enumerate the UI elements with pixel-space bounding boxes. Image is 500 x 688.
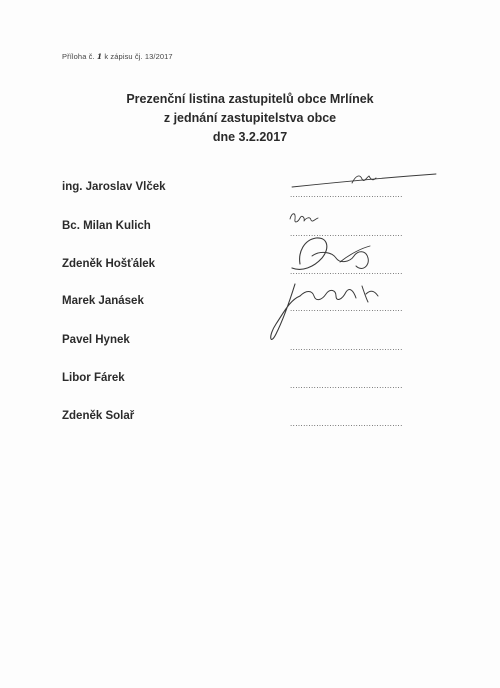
- title-line-2: z jednání zastupitelstva obce: [163, 111, 337, 125]
- signature-kulich: [290, 214, 318, 222]
- member-name: Libor Fárek: [62, 372, 125, 384]
- signature-line: ...........................................: [290, 229, 403, 238]
- signature-janasek: [271, 284, 378, 339]
- title-line-1: Prezenční listina zastupitelů obce Mrlínek: [126, 92, 374, 106]
- member-name: Pavel Hynek: [62, 334, 130, 346]
- signature-line: ...........................................: [290, 381, 403, 390]
- member-name: Zdeněk Solař: [62, 410, 135, 422]
- signature-hostalek: [292, 238, 370, 269]
- attachment-prefix: Příloha č.: [62, 52, 95, 61]
- signature-line: ...........................................: [290, 419, 403, 428]
- signature-line: ...........................................: [290, 304, 403, 313]
- signature-line: ...........................................: [290, 343, 403, 352]
- member-name: Zdeněk Hošťálek: [62, 258, 156, 270]
- attachment-suffix: k zápisu čj. 13/2017: [104, 52, 173, 61]
- member-name: Marek Janásek: [62, 295, 144, 307]
- member-name: Bc. Milan Kulich: [62, 220, 151, 232]
- title-line-3: dne 3.2.2017: [212, 130, 288, 144]
- signature-line: ...........................................: [290, 267, 403, 276]
- signature-line: ...........................................: [290, 190, 403, 199]
- signature-vlcek: [292, 174, 436, 187]
- member-name: ing. Jaroslav Vlček: [62, 181, 166, 193]
- attachment-number: 1: [96, 52, 103, 61]
